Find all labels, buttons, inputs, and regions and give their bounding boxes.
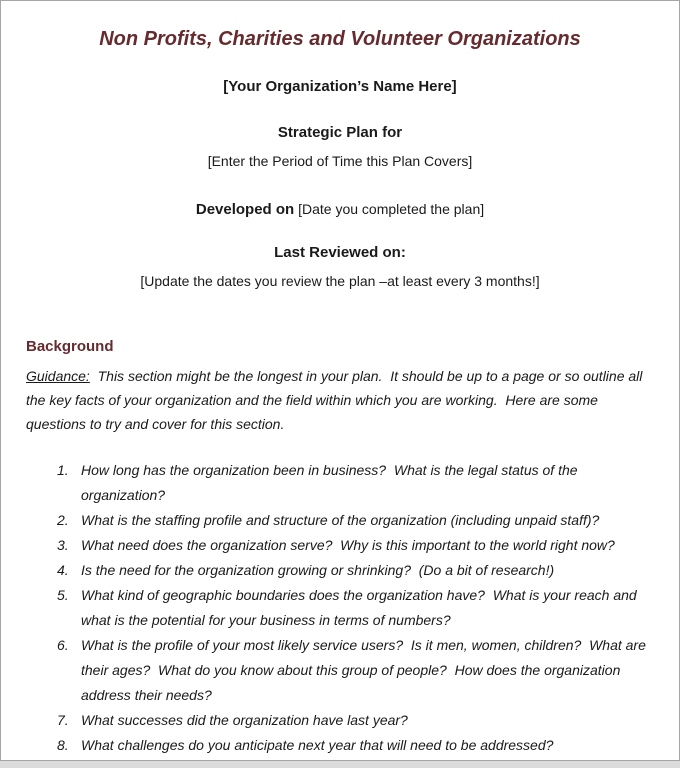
question-number: 4.	[57, 562, 69, 578]
organization-name-placeholder: [Your Organization’s Name Here]	[223, 78, 457, 95]
question-number: 5.	[57, 587, 69, 603]
question-item	[1, 708, 679, 733]
last-reviewed-label: Last Reviewed on:	[274, 244, 406, 261]
question-item	[1, 583, 679, 633]
plan-period-placeholder: [Enter the Period of Time this Plan Covers]	[207, 153, 473, 169]
guidance-text: This section might be the longest in your plan. It should be up to a page or so outline all the key facts of your organization and the field within which you are working. Here are some questions to try and cover for this section.	[26, 368, 647, 432]
question-text: What is the staffing profile and structure of the organization (including unpaid staff)?	[81, 512, 600, 528]
question-item	[1, 558, 679, 583]
question-text: How long has the organization been in business? What is the legal status of the organization?	[81, 462, 582, 503]
page-bottom-edge	[0, 761, 680, 768]
question-text: What kind of geographic boundaries does the organization have? What is your reach and what is the potential for your business in terms of numbers?	[81, 587, 641, 628]
document-title: Non Profits, Charities and Volunteer Organizations	[99, 28, 581, 50]
last-reviewed-date-placeholder: [Update the dates you review the plan –at least every 3 months!]	[140, 273, 540, 289]
question-number: 6.	[57, 637, 69, 653]
question-number: 8.	[57, 737, 69, 753]
question-number: 3.	[57, 537, 69, 553]
developed-on-label: Developed on	[195, 201, 295, 218]
question-number: 7.	[57, 712, 69, 728]
guidance-label: Guidance:	[26, 368, 90, 384]
developed-on-date-placeholder: [Date you completed the plan]	[298, 201, 485, 217]
question-item	[1, 533, 679, 558]
question-text: What is the profile of your most likely service users? Is it men, women, children? What are their ages? What do you know about this group of people? How does the organization address their needs?	[81, 637, 650, 703]
question-item	[1, 508, 679, 533]
question-text: What need does the organization serve? Why is this important to the world right now?	[81, 537, 615, 553]
question-number: 1.	[57, 462, 69, 478]
guidance-paragraph	[26, 364, 654, 436]
question-item	[1, 733, 679, 758]
developed-on-line	[1, 200, 679, 219]
question-text: Is the need for the organization growing or shrinking? (Do a bit of research!)	[81, 562, 555, 578]
question-text: What successes did the organization have last year?	[81, 712, 408, 728]
question-text: What challenges do you anticipate next year that will need to be addressed?	[81, 737, 554, 753]
question-item	[1, 458, 679, 508]
question-number: 2.	[57, 512, 69, 528]
strategic-plan-for-label: Strategic Plan for	[277, 124, 403, 141]
question-item	[1, 633, 679, 708]
background-questions-list	[1, 458, 679, 758]
background-section-heading: Background	[26, 338, 114, 355]
